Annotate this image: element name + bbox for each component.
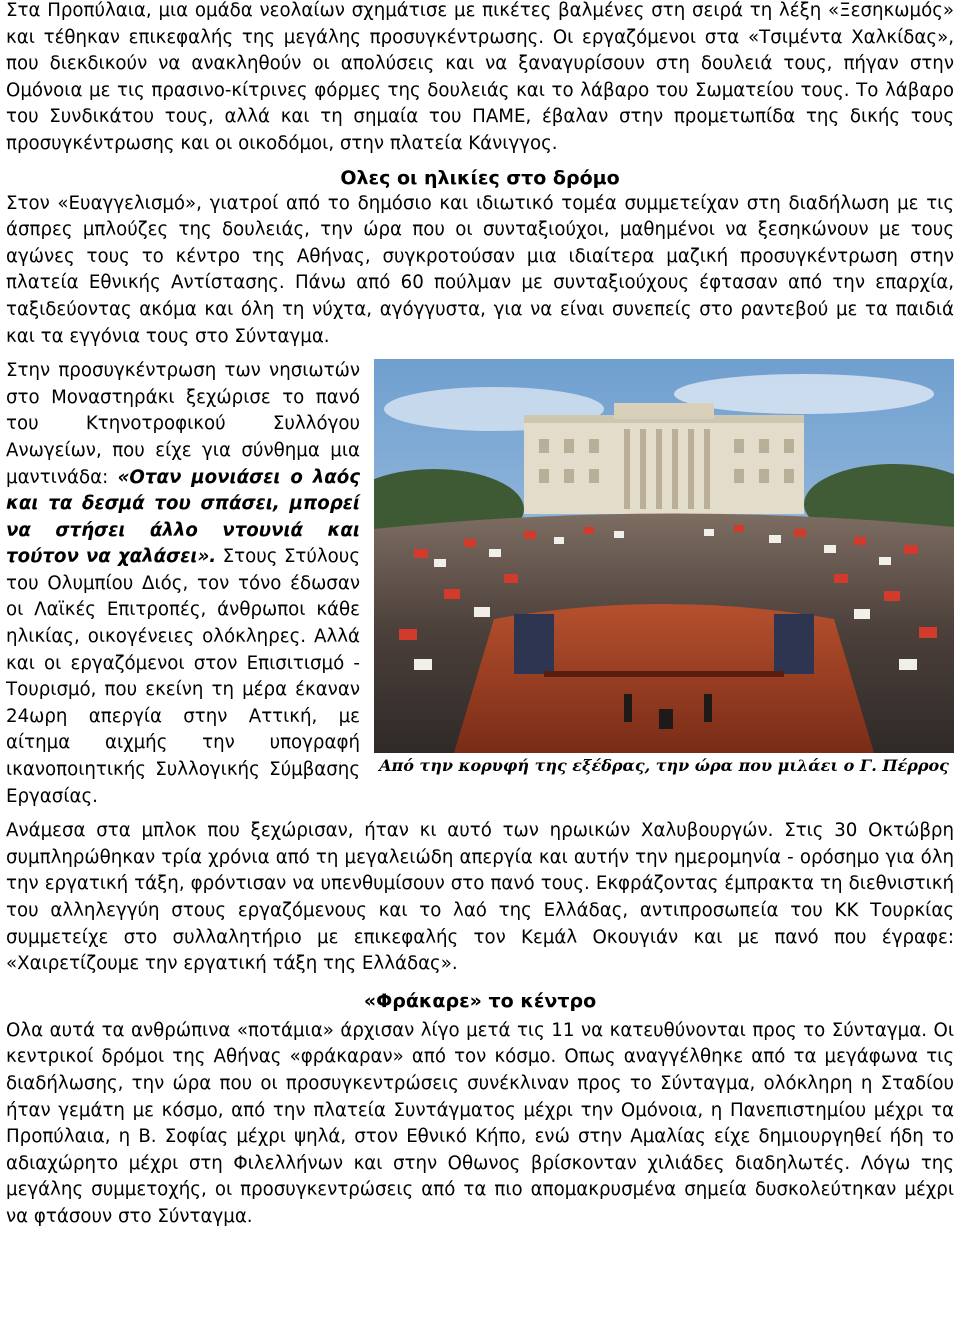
paragraph-steelworkers: Ανάμεσα στα μπλοκ που ξεχώρισαν, ήταν κι αυτό των ηρωικών Χαλυβουργών. Στις 30 Οκτώβρη συμπληρώθηκαν τρία χρόνια από τη μεγαλειώδη απεργία και αυτήν την ημερομηνία - ορόσημο για όλη την εργατική τάξη, φρόντισαν να υπενθυμίσουν στο πανό τους. Εκφράζοντας έμπρακτα τη διεθνιστική του αλληλεγγύη στους εργαζόμενους και το λαό της Ελλάδας, αντιπροσωπεία του ΚΚ Τουρκίας συμμετείχε στο συλλαλητήριο με επικεφαλής τον Κεμάλ Οκουγιάν και με πανό που έγραφε: «Χαιρετίζουμε την εργατική τάξη της Ελλάδας». <box>6 820 954 975</box>
section-heading-all-ages: Ολες οι ηλικίες στο δρόμο <box>340 166 620 189</box>
paragraph-propylaia: Στα Προπύλαια, μια ομάδα νεολαίων σχημάτισε με πικέτες βαλμένες στη σειρά τη λέξη «Ξεσηκωμός» και τέθηκαν επικεφαλής της μεγάλης προσυγκέντρωσης. Οι εργαζόμενοι στα «Τσιμέντα Χαλκίδας», που διεκδικούν να ανακληθούν οι απολύσεις και να ξαναγυρίσουν στη δουλειά τους, πήγαν στην Ομόνοια με τις πρασινο-κίτρινες φόρμες της δουλειάς και το λάβαρο του Σωματείου τους. Το λάβαρο του Συνδικάτου τους, αλλά και τη σημαία του ΠΑΜΕ, έβαλαν στην προμετωπίδα της δικής τους προσυγκέντρωσης και οι οικοδόμοι, στην πλατεία Κάνιγγος. <box>6 0 954 154</box>
paragraph-syntagma: Ολα αυτά τα ανθρώπινα «ποτάμια» άρχισαν λίγο μετά τις 11 να κατευθύνονται προς το Σύνταγμα. Οι κεντρικοί δρόμοι της Αθήνας «φράκαραν» από τον κόσμο. Οπως αναγγέλθηκε από τα μεγάφωνα τις διαδήλωσης, την ώρα που οι προσυγκεντρώσεις συνέκλιναν προς το Σύνταγμα, ολόκληρη η Σταδίου ήταν γεμάτη με κόσμο, από την πλατεία Συντάγματος μέχρι την Ομόνοια, η Πανεπιστημίου μέχρι τα Προπύλαια, η Β. Σοφίας μέχρι ψηλά, στον Εθνικό Κήπο, ενώ στην Αμαλίας είχε δημιουργηθεί ήδη το αδιαχώρητο μέχρι στη Φιλελλήνων και στην Οθωνος βρίσκονταν χιλιάδες διαδηλωτές. Λόγω της μεγάλης συμμετοχής, οι προσυγκεντρώσεις από τα πιο απομακρυσμένα σημεία δυσκολεύτηκαν μέχρι να φτάσουν στο Σύνταγμα. <box>6 1019 954 1227</box>
photo-caption: Από την κορυφή της εξέδρας, την ώρα που μιλάει ο Γ. Πέρρος <box>379 756 949 776</box>
paragraph-evangelismos: Στον «Ευαγγελισμό», γιατροί από το δημόσιο και ιδιωτικό τομέα συμμετείχαν στη διαδήλωση με τις άσπρες μπλούζες της δουλειάς, την ώρα που οι συνταξιούχοι, μαθημένοι να ξεσηκώνουν με τους αγώνες τους το κέντρο της Αθήνας, συγκροτούσαν μια ιδιαίτερα μαζική προσυγκέντρωση στην πλατεία Εθνικής Αντίστασης. Πάνω από 60 πούλμαν με συνταξιούχους έφτασαν από την επαρχία, ταξιδεύοντας ακόμα και όλη τη νύχτα, αγόγγυστα, για να είναι συνεπείς στο ραντεβού με τα παιδιά και τα εγγόνια τους στο Σύνταγμα. <box>6 192 954 347</box>
section-heading-center-jammed: «Φράκαρε» το κέντρο <box>363 989 597 1012</box>
paragraph-monastiraki-intro: Στην προσυγκέντρωση των νησιωτών στο Μοναστηράκι ξεχώρισε το πανό του Κτηνοτροφικού Συλλόγου Ανωγείων, που είχε για σύνθημα μια μαντινάδα: <box>6 360 360 488</box>
figure <box>374 359 954 784</box>
paragraph-monastiraki-rest: Στους Στύλους του Ολυμπίου Διός, τον τόνο έδωσαν οι Λαϊκές Επιτροπές, άνθρωποι κάθε ηλικίας, οικογένειες ολόκληρες. Αλλά και οι εργαζόμενοι στον Επισιτισμό - Τουρισμό, που εκείνη τη μέρα έκαναν 24ωρη απεργία στην Αττική, με αίτημα αιχμής την υπογραφή ικανοποιητικής Συλλογικής Σύμβασης Εργασίας. <box>6 546 360 807</box>
article-page <box>6 0 954 1231</box>
rally-photo <box>374 359 954 753</box>
mantinada-quote: «Οταν μονιάσει ο λαός και τα δεσμά του σπάσει, μπορεί να στήσει άλλο ντουνιά και τούτον να χαλάσει». <box>6 466 360 568</box>
photo-section <box>6 358 954 810</box>
